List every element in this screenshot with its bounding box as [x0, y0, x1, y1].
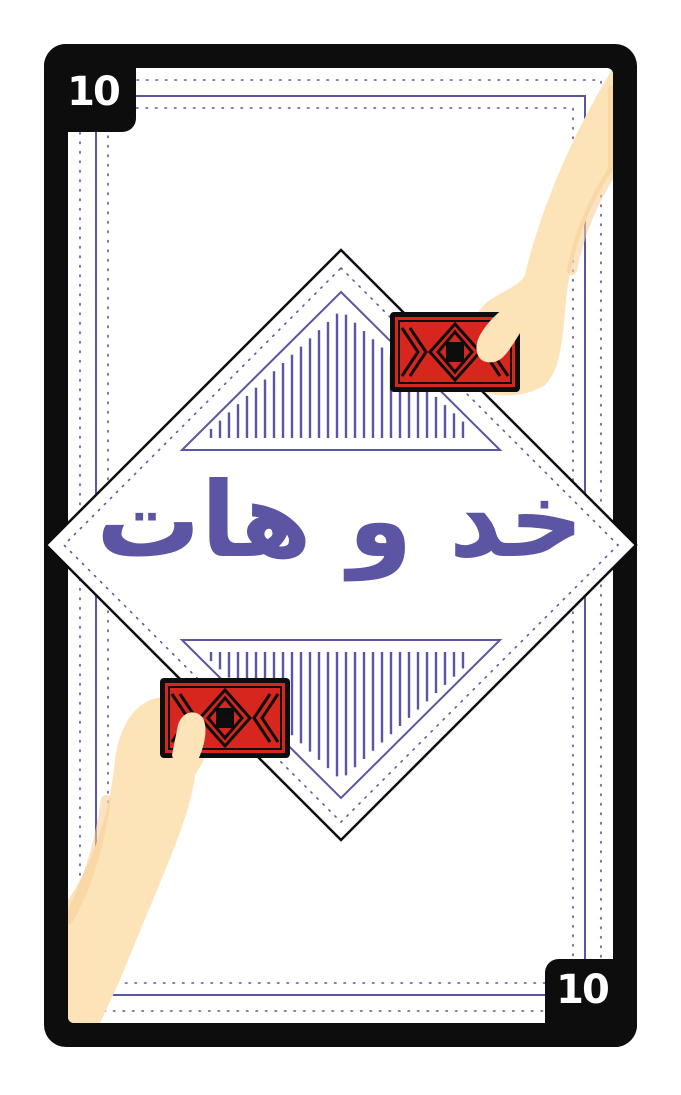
rank-bottom-right: 10: [556, 967, 608, 1013]
rank-top-left: 10: [67, 69, 119, 115]
card-title: خد و هات: [96, 459, 584, 581]
